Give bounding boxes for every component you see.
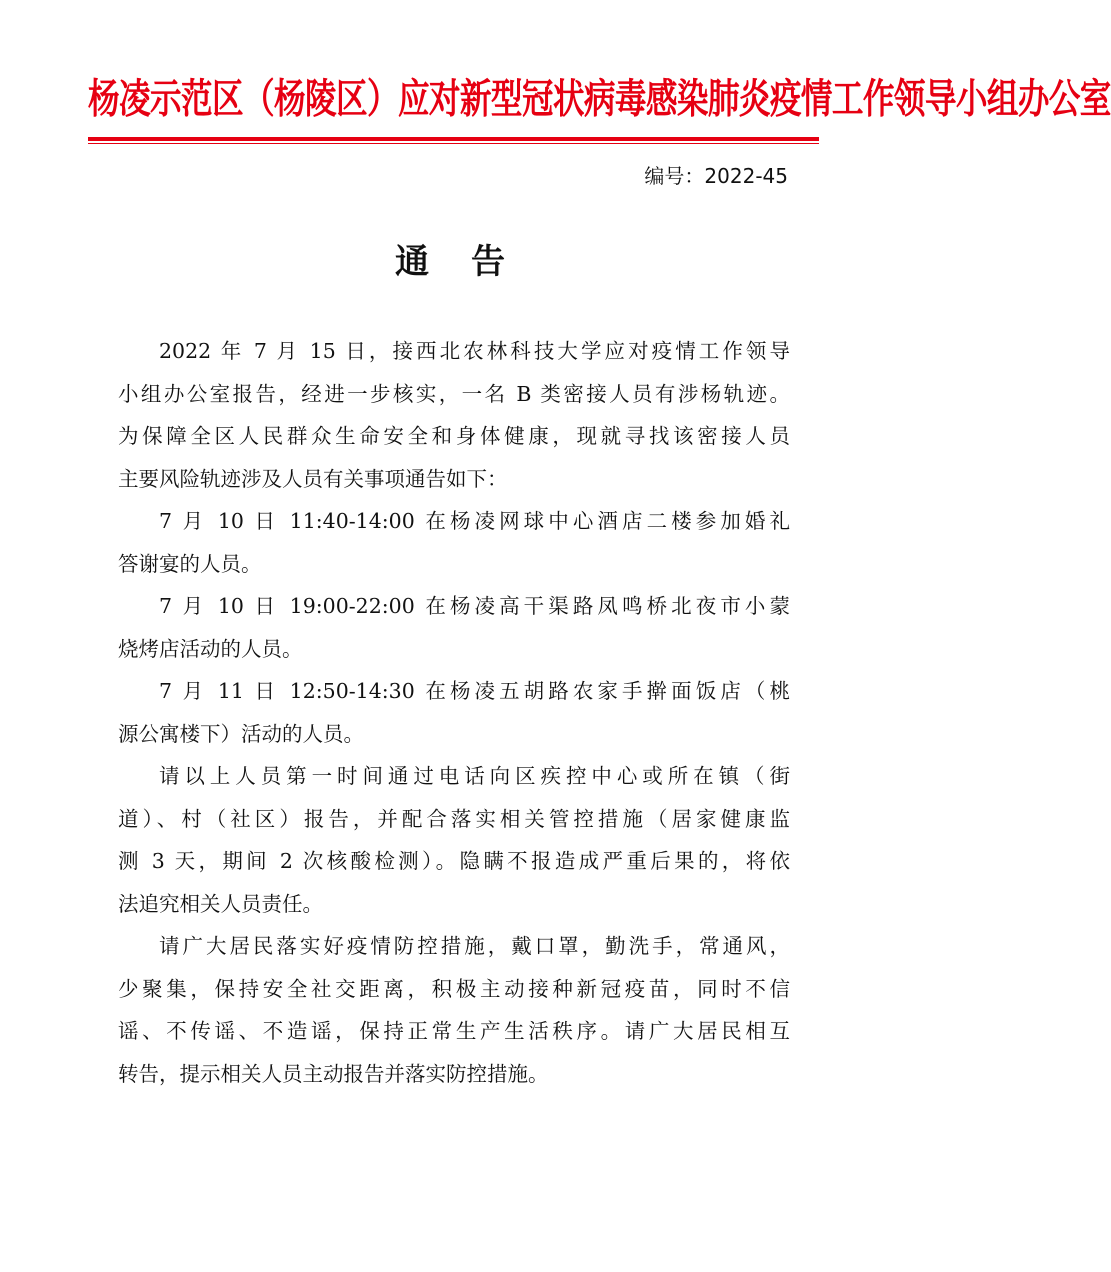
paragraph-line: 法追究相关人员责任。 <box>118 891 323 916</box>
paragraph-trajectory-3 <box>118 670 790 755</box>
paragraph-intro <box>118 330 790 500</box>
notice-title: 通告 <box>395 242 547 282</box>
paragraph-line: 谣、不传谣、不造谣，保持正常生产生活秩序。请广大居民相互 <box>118 1019 790 1043</box>
paragraph-line: 主要风险轨迹涉及人员有关事项通告如下： <box>118 466 508 491</box>
paragraph-line: 测 3 天，期间 2 次核酸检测）。隐瞒不报造成严重后果的，将依 <box>118 849 790 873</box>
paragraph-line: 请以上人员第一时间通过电话向区疾控中心或所在镇（街 <box>159 764 790 788</box>
paragraph-line: 答谢宴的人员。 <box>118 551 262 576</box>
paragraph-line: 转告，提示相关人员主动报告并落实防控措施。 <box>118 1061 549 1086</box>
paragraph-line: 2022 年 7 月 15 日，接西北农林科技大学应对疫情工作领导 <box>159 339 790 363</box>
paragraph-public-reminder <box>118 925 790 1095</box>
paragraph-reporting-request <box>118 755 790 925</box>
notice-body <box>118 330 790 1095</box>
paragraph-line: 7 月 10 日 19:00-22:00 在杨凌高干渠路凤鸣桥北夜市小蒙 <box>159 594 790 618</box>
paragraph-line: 烧烤店活动的人员。 <box>118 636 303 661</box>
paragraph-line: 7 月 10 日 11:40-14:00 在杨凌网球中心酒店二楼参加婚礼 <box>159 509 790 533</box>
paragraph-line: 请广大居民落实好疫情防控措施，戴口罩，勤洗手，常通风， <box>159 934 790 958</box>
paragraph-trajectory-2 <box>118 585 790 670</box>
paragraph-line: 少聚集，保持安全社交距离，积极主动接种新冠疫苗，同时不信 <box>118 976 790 1001</box>
office-header-title: 杨凌示范区（杨陵区）应对新型冠状病毒感染肺炎疫情工作领导小组办公室 <box>88 76 1111 123</box>
paragraph-line: 源公寓楼下）活动的人员。 <box>118 721 364 746</box>
paragraph-trajectory-1 <box>118 500 790 585</box>
document-number: 编号：2022-45 <box>644 164 788 188</box>
paragraph-line: 道）、村（社区）报告，并配合落实相关管控措施（居家健康监 <box>118 806 790 831</box>
paragraph-line: 小组办公室报告，经进一步核实，一名 B 类密接人员有涉杨轨迹。 <box>118 381 790 406</box>
paragraph-line: 为保障全区人民群众生命安全和身体健康，现就寻找该密接人员 <box>118 424 790 448</box>
paragraph-line: 7 月 11 日 12:50-14:30 在杨凌五胡路农家手擀面饭店（桃 <box>159 679 790 703</box>
header-red-rule-thin <box>88 143 819 144</box>
header-red-rule-thick <box>88 137 819 141</box>
